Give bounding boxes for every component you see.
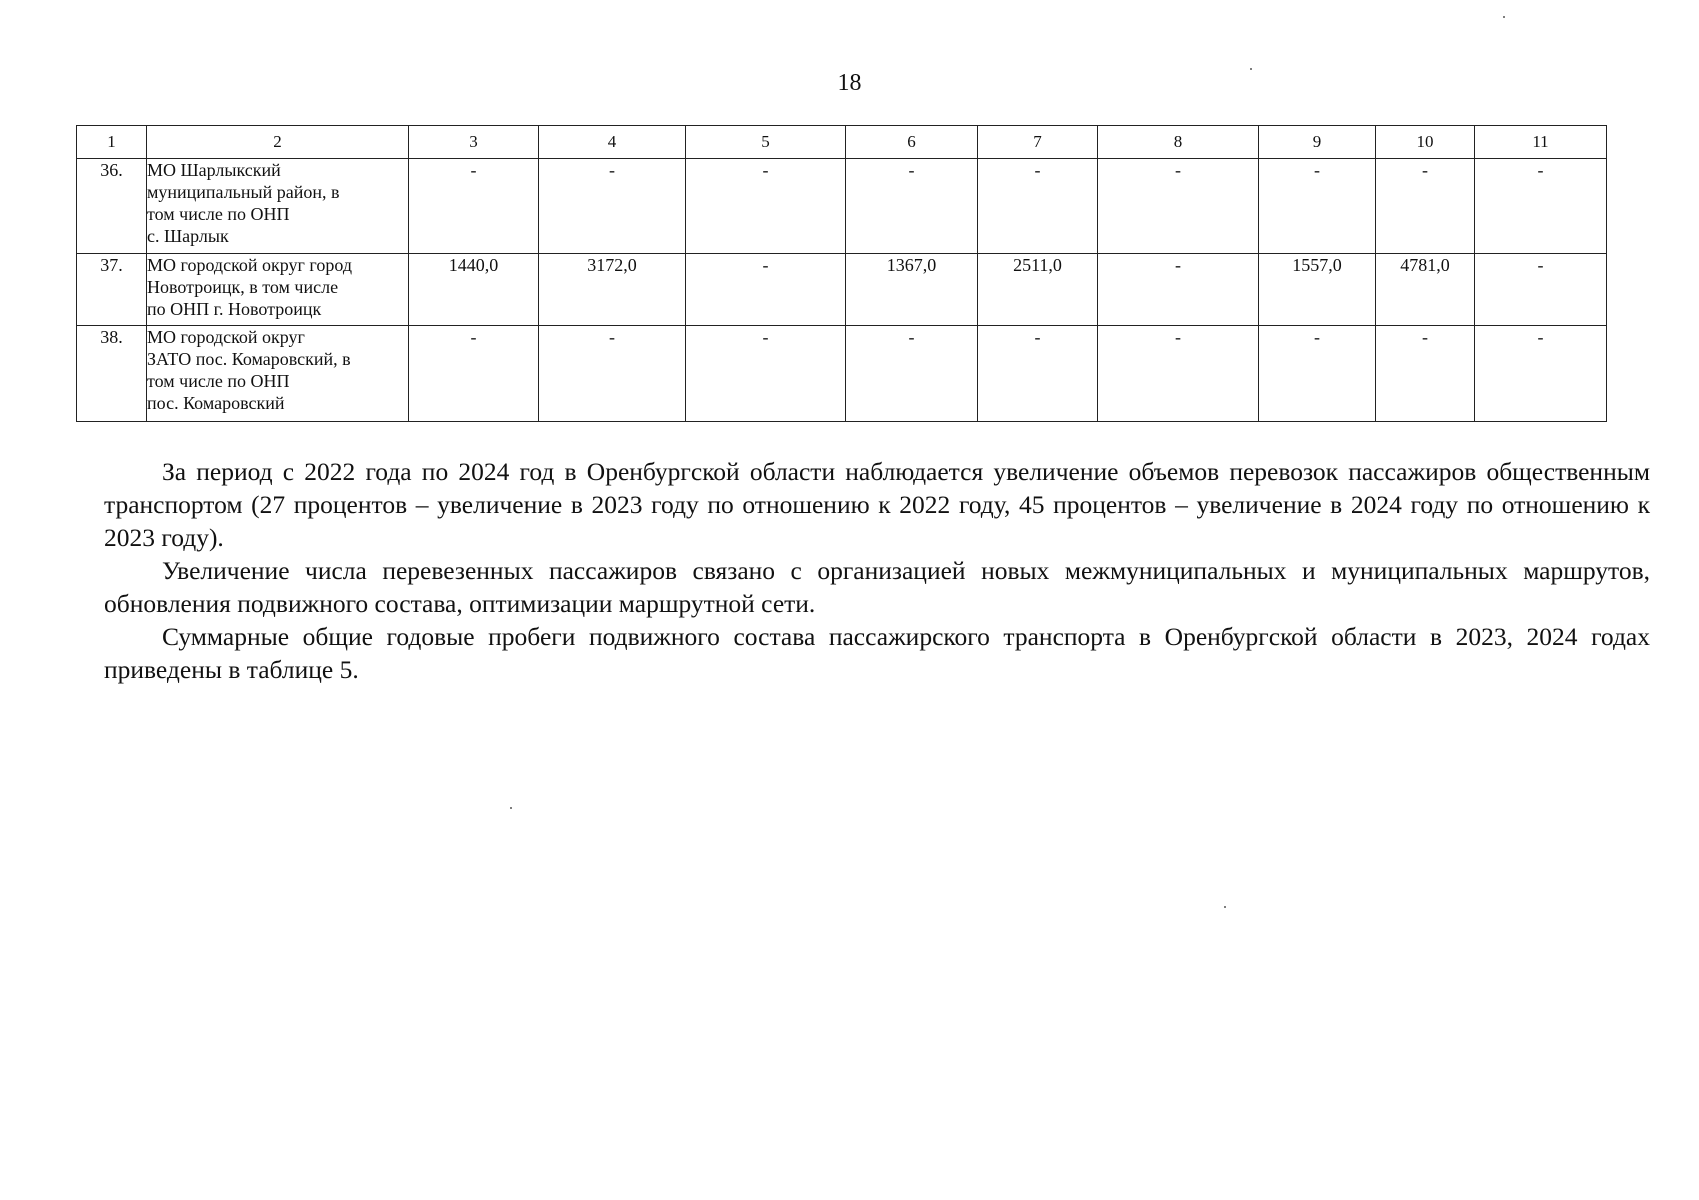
value-cell: -	[978, 159, 1098, 254]
paragraph: Суммарные общие годовые пробеги подвижного состава пассажирского транспорта в Оренбургской области в 2023, 2024 годах приведены в таблице 5.	[104, 622, 1650, 684]
table-row	[77, 326, 1607, 422]
value-cell: -	[539, 159, 686, 254]
value-cell: -	[1475, 254, 1607, 326]
column-number: 3	[409, 126, 539, 159]
value-cell: 1440,0	[409, 254, 539, 326]
municipality-name	[147, 254, 409, 326]
name-line: ЗАТО пос. Комаровский, в	[147, 349, 351, 369]
value-cell: -	[846, 326, 978, 422]
value-cell: 1367,0	[846, 254, 978, 326]
value-cell: 2511,0	[978, 254, 1098, 326]
value-cell: 3172,0	[539, 254, 686, 326]
page-number: 18	[837, 70, 862, 96]
municipality-name	[147, 159, 409, 254]
column-number: 7	[978, 126, 1098, 159]
value-cell: -	[1098, 159, 1259, 254]
name-line: с. Шарлык	[147, 226, 229, 246]
name-line: муниципальный район, в	[147, 182, 340, 202]
value-cell: -	[1475, 326, 1607, 422]
value-cell: -	[1098, 254, 1259, 326]
scan-speck	[1224, 906, 1226, 908]
value-cell: -	[1259, 159, 1376, 254]
row-number: 38.	[77, 326, 147, 422]
scan-speck	[1503, 16, 1505, 18]
column-number: 6	[846, 126, 978, 159]
value-cell: -	[686, 159, 846, 254]
municipality-name	[147, 326, 409, 422]
table-row	[77, 159, 1607, 254]
value-cell: -	[686, 326, 846, 422]
data-table	[76, 125, 1607, 422]
value-cell: -	[409, 159, 539, 254]
value-cell: -	[978, 326, 1098, 422]
value-cell: -	[1376, 326, 1475, 422]
paragraph: За период с 2022 года по 2024 год в Оренбургской области наблюдается увеличение объемов перевозок пассажиров общественным транспортом (27 процентов – увеличение в 2023 году по отношению к 2022 году, 45 процентов – увеличение в 2024 году по отношению к 2023 году).	[104, 457, 1650, 552]
value-cell: 1557,0	[1259, 254, 1376, 326]
value-cell: -	[1259, 326, 1376, 422]
name-line: том числе по ОНП	[147, 204, 290, 224]
name-line: МО городской округ	[147, 327, 305, 347]
name-line: том числе по ОНП	[147, 371, 290, 391]
scan-speck	[1250, 68, 1252, 70]
value-cell: 4781,0	[1376, 254, 1475, 326]
table-row	[77, 254, 1607, 326]
value-cell: -	[1475, 159, 1607, 254]
column-number-row	[77, 126, 1607, 159]
value-cell: -	[1098, 326, 1259, 422]
value-cell: -	[686, 254, 846, 326]
value-cell: -	[1376, 159, 1475, 254]
name-line: пос. Комаровский	[147, 393, 285, 413]
column-number: 2	[147, 126, 409, 159]
column-number: 5	[686, 126, 846, 159]
column-number: 4	[539, 126, 686, 159]
value-cell: -	[846, 159, 978, 254]
paragraph: Увеличение числа перевезенных пассажиров связано с организацией новых межмуниципальных и муниципальных маршрутов, обновления подвижного состава, оптимизации маршрутной сети.	[104, 556, 1650, 618]
column-number: 11	[1475, 126, 1607, 159]
name-line: по ОНП г. Новотроицк	[147, 299, 322, 319]
column-number: 10	[1376, 126, 1475, 159]
body-text	[104, 455, 1650, 686]
column-number: 9	[1259, 126, 1376, 159]
name-line: МО городской округ город	[147, 255, 352, 275]
row-number: 37.	[77, 254, 147, 326]
name-line: МО Шарлыкский	[147, 160, 281, 180]
column-number: 1	[77, 126, 147, 159]
value-cell: -	[409, 326, 539, 422]
row-number: 36.	[77, 159, 147, 254]
value-cell: -	[539, 326, 686, 422]
name-line: Новотроицк, в том числе	[147, 277, 339, 297]
scan-speck	[510, 807, 512, 809]
column-number: 8	[1098, 126, 1259, 159]
